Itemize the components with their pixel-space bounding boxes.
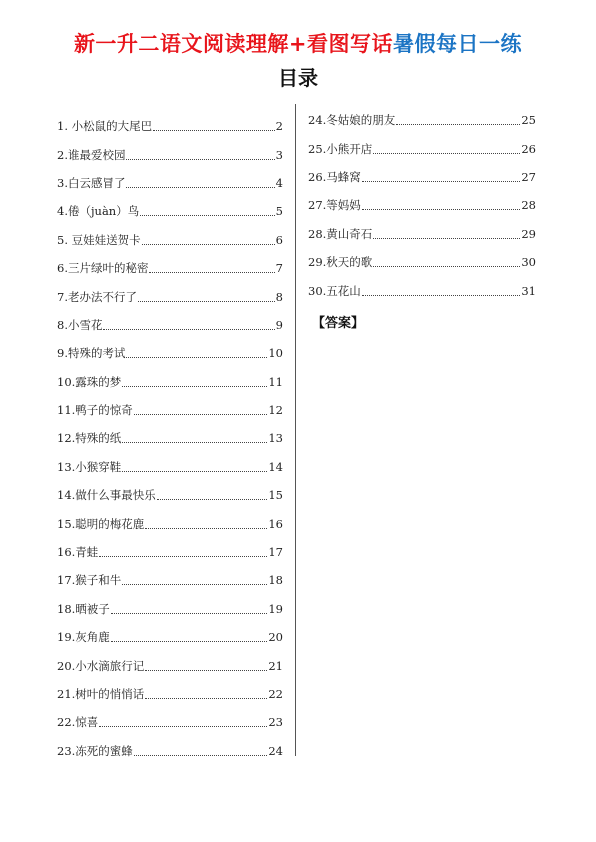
toc-leader-dots bbox=[111, 640, 268, 642]
toc-entry-title: 7.老办法不行了 bbox=[57, 289, 137, 304]
toc-entry[interactable] bbox=[308, 276, 536, 304]
toc-entry[interactable] bbox=[57, 509, 283, 537]
toc-leader-dots bbox=[362, 208, 521, 210]
title-part-1: 新一升二语文 bbox=[73, 32, 203, 56]
answer-heading: 【答案】 bbox=[312, 316, 365, 331]
toc-leader-dots bbox=[122, 470, 267, 472]
toc-entry-page: 4 bbox=[275, 175, 283, 190]
toc-entry-title: 3.白云感冒了 bbox=[57, 175, 126, 190]
toc-entry-page: 25 bbox=[521, 113, 536, 128]
toc-entry-page: 23 bbox=[268, 715, 283, 730]
toc-entry-page: 31 bbox=[521, 283, 536, 298]
toc-entry-page: 21 bbox=[268, 658, 283, 673]
toc-leader-dots bbox=[145, 697, 267, 699]
toc-entry-title: 15.聪明的梅花鹿 bbox=[57, 516, 145, 531]
toc-entry-title: 20.小水滴旅行记 bbox=[57, 658, 145, 673]
toc-leader-dots bbox=[145, 527, 267, 529]
toc-entry[interactable] bbox=[57, 680, 283, 708]
toc-entry-title: 10.露珠的梦 bbox=[57, 374, 122, 389]
toc-entry-title: 19.灰角鹿 bbox=[57, 630, 110, 645]
toc-leader-dots bbox=[111, 612, 268, 614]
toc-entry-page: 22 bbox=[268, 687, 283, 701]
toc-entry-title: 21.树叶的悄悄话 bbox=[57, 687, 145, 701]
toc-entry[interactable] bbox=[308, 134, 536, 162]
toc-entry-title: 18.晒被子 bbox=[57, 601, 110, 616]
toc-entry[interactable] bbox=[57, 282, 283, 310]
toc-entry-title: 6.三片绿叶的秘密 bbox=[57, 261, 149, 276]
toc-entry[interactable] bbox=[57, 396, 283, 424]
toc-leader-dots bbox=[126, 356, 267, 358]
toc-leader-dots bbox=[122, 441, 267, 443]
toc-entry-page: 17 bbox=[268, 545, 283, 560]
toc-entry-page: 6 bbox=[275, 232, 283, 247]
toc-leader-dots bbox=[103, 328, 274, 330]
toc-entry[interactable] bbox=[57, 737, 283, 765]
toc-entry-title: 5. 豆娃娃送贺卡 bbox=[57, 232, 141, 247]
toc-entry-page: 13 bbox=[268, 431, 283, 446]
toc-leader-dots bbox=[149, 271, 274, 273]
toc-entry-title: 11.鸭子的惊奇 bbox=[57, 403, 133, 418]
toc-entry[interactable] bbox=[57, 708, 283, 736]
title-part-3: 暑假每日一练 bbox=[393, 32, 523, 56]
toc-leader-dots bbox=[362, 180, 521, 182]
toc-entry[interactable] bbox=[57, 311, 283, 339]
toc-entry-page: 20 bbox=[268, 630, 283, 645]
toc-entry-page: 16 bbox=[268, 516, 283, 531]
toc-entry[interactable] bbox=[308, 163, 536, 191]
toc-entry[interactable] bbox=[57, 538, 283, 566]
toc-entry-page: 11 bbox=[268, 374, 283, 389]
toc-entry[interactable] bbox=[57, 254, 283, 282]
toc-entry[interactable] bbox=[57, 566, 283, 594]
column-divider bbox=[295, 104, 296, 756]
toc-leader-dots bbox=[153, 129, 275, 131]
toc-entry-page: 9 bbox=[275, 317, 283, 332]
toc-leader-dots bbox=[396, 123, 520, 125]
toc-entry-page: 8 bbox=[275, 289, 283, 304]
toc-entry-page: 27 bbox=[521, 169, 536, 184]
toc-leader-dots bbox=[145, 669, 267, 671]
title-part-2: 阅读理解+看图写话 bbox=[202, 32, 394, 56]
toc-entry-title: 8.小雪花 bbox=[57, 317, 103, 332]
toc-entry[interactable] bbox=[57, 623, 283, 651]
toc-entry[interactable] bbox=[57, 368, 283, 396]
toc-entry-title: 17.猴子和牛 bbox=[57, 573, 122, 588]
toc-leader-dots bbox=[134, 754, 268, 756]
toc-entry-title: 27.等妈妈 bbox=[308, 198, 361, 213]
toc-entry-title: 4.倦（juàn）鸟 bbox=[57, 204, 140, 219]
toc-entry[interactable] bbox=[57, 169, 283, 197]
toc-entry-page: 12 bbox=[268, 403, 283, 418]
toc-entry-title: 30.五花山 bbox=[308, 283, 361, 298]
toc-entry[interactable] bbox=[57, 453, 283, 481]
toc-entry[interactable] bbox=[57, 595, 283, 623]
toc-entry-title: 13.小猴穿鞋 bbox=[57, 459, 122, 474]
toc-entry-page: 19 bbox=[268, 601, 283, 616]
toc-leader-dots bbox=[99, 725, 267, 727]
toc-entry-title: 22.惊喜 bbox=[57, 715, 99, 730]
document-title bbox=[0, 28, 596, 58]
toc-entry-page: 3 bbox=[275, 147, 283, 162]
toc-entry-title: 25.小熊开店 bbox=[308, 141, 373, 156]
toc-entry[interactable] bbox=[57, 481, 283, 509]
toc-leader-dots bbox=[373, 152, 520, 154]
toc-entry[interactable] bbox=[57, 112, 283, 140]
toc-entry-page: 5 bbox=[275, 204, 283, 219]
toc-entry-page: 14 bbox=[268, 459, 283, 474]
toc-leader-dots bbox=[99, 555, 267, 557]
toc-entry[interactable] bbox=[57, 424, 283, 452]
toc-entry[interactable] bbox=[308, 106, 536, 134]
toc-leader-dots bbox=[157, 498, 268, 500]
toc-entry-page: 26 bbox=[521, 141, 536, 156]
toc-leader-dots bbox=[126, 186, 274, 188]
toc-leader-dots bbox=[126, 158, 274, 160]
toc-entry-title: 26.马蜂窝 bbox=[308, 169, 361, 184]
toc-entry[interactable] bbox=[308, 220, 536, 248]
toc-entry-page: 7 bbox=[275, 261, 283, 276]
toc-leader-dots bbox=[373, 237, 520, 239]
toc-entry-page: 18 bbox=[268, 573, 283, 588]
toc-leader-dots bbox=[362, 294, 521, 296]
toc-leader-dots bbox=[122, 583, 267, 585]
toc-entry-page: 15 bbox=[268, 488, 283, 503]
toc-leader-dots bbox=[138, 300, 275, 302]
toc-entry-page: 2 bbox=[275, 119, 283, 134]
toc-entry-page: 29 bbox=[521, 226, 536, 241]
toc-entry-title: 23.冻死的蜜蜂 bbox=[57, 743, 133, 758]
toc-leader-dots bbox=[142, 243, 275, 245]
toc-entry-title: 16.青蛙 bbox=[57, 545, 99, 560]
toc-entry-page: 24 bbox=[268, 743, 283, 758]
toc-entry-title: 2.谁最爱校园 bbox=[57, 147, 126, 162]
toc-entry[interactable] bbox=[57, 140, 283, 168]
toc-entry-page: 30 bbox=[521, 255, 536, 270]
toc-entry-title: 12.特殊的纸 bbox=[57, 431, 122, 446]
toc-heading: 目录 bbox=[278, 66, 318, 90]
toc-entry[interactable] bbox=[308, 248, 536, 276]
toc-entry-title: 24.冬姑娘的朋友 bbox=[308, 113, 396, 128]
toc-left-column bbox=[57, 112, 283, 765]
toc-entry[interactable] bbox=[57, 651, 283, 679]
toc-entry[interactable] bbox=[308, 191, 536, 219]
toc-entry-title: 29.秋天的歌 bbox=[308, 255, 373, 270]
toc-leader-dots bbox=[140, 214, 274, 216]
toc-entry-title: 9.特殊的考试 bbox=[57, 346, 126, 361]
toc-leader-dots bbox=[122, 385, 267, 387]
toc-entry-title: 1. 小松鼠的大尾巴 bbox=[57, 119, 153, 134]
toc-leader-dots bbox=[134, 413, 268, 415]
toc-entry-page: 10 bbox=[268, 346, 283, 361]
toc-entry-page: 28 bbox=[521, 198, 536, 213]
toc-entry-title: 14.做什么事最快乐 bbox=[57, 488, 156, 503]
toc-entry[interactable] bbox=[57, 226, 283, 254]
toc-right-column bbox=[308, 106, 536, 305]
toc-entry[interactable] bbox=[57, 197, 283, 225]
toc-entry[interactable] bbox=[57, 339, 283, 367]
toc-entry-title: 28.黄山奇石 bbox=[308, 226, 373, 241]
toc-leader-dots bbox=[373, 265, 520, 267]
